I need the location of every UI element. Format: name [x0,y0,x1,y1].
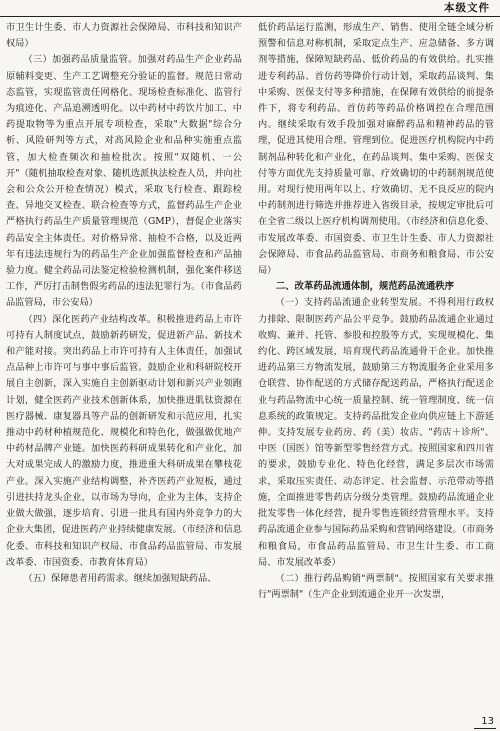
body-quality-supervision: 加强对药品生产企业药品原辅料变更、生产工艺调整充分验证的监督。规范日常动态监管，实现监管责任网格化、现场检查标准化、监管行为痕迹化、产品追溯透明化。以中药材中药饮片加工、中药提取物等为重点开展专项检查，采取"大数据"综合分析、风险研判等方式，对高风险企业和品种实施重点监管，加大检查频次和抽检批次。按照"双随机、一公开"（随机抽取检查对象、随机选派执法检查人员，并向社会和公众公开检查情况）模式，采取飞行检查、跟踪检查、异地交叉检查、联合检查等方式，监督药品生产企业严格执行药品生产质量管理规范（GMP），督促企业落实药品安全主体责任。对价格异常、抽检不合格，以及近两年有违法违规行为的药品生产企业加强监督检查和产品抽验力度。健全药品司法鉴定检验检测机制，强化案件移送工作，严厉打击制售假劣药品的违法犯罪行为。（市食品药品监管局，市公安局） [6,54,242,309]
page-number-underline [474,728,496,729]
page-header-title: 本级文件 [444,2,490,14]
body-patient-needs: 继续加强短缺药品、 [133,572,217,584]
body-industry-reform: 积极推进药品上市许可持有人制度试点，鼓励新药研发，促进新产品、新技术和产能对接。突出药品上市许可持有人主体责任，加强试点品种上市许可与事中事后监管。鼓励企业和科研院校开展自主创新，深入实施自主创新驱动计划和新兴产业领跑计划，健全医药产业技术创新体系，加快推进肌钛资源在医疗器械、康复器具等产品的创新研发和示范应用，扎实推动中药材种植规范化、规模化和特色化，做强做优地产中药材品牌产业链。加快医药科研成果转化和产业化，加大对成果完成人的激励力度，推进重大科研成果在攀枝花产业。深入实施产业结构调整，补齐医药产业短板，通过引进扶持龙头企业，以市场为导向，企业为主体，支持企业做大做强，逐步培育、引进一批具有国内外竞争力的大企业大集团，促进医药产业持续健康发展。（市经济和信息化委、市科技和知识产权局、市食品药品监管局、市发展改革委、市国资委、市教育体育局） [6,313,242,568]
subheading-distribution: （一）支持药品流通企业转型发展。 [275,297,428,309]
left-paragraph-quality-supervision [6,52,242,311]
left-paragraph-industry-reform [6,312,242,571]
left-paragraph-patient-needs [6,571,242,587]
right-paragraph-distribution [258,295,494,570]
right-paragraph-continuation: 低价药品运行监测，形成生产、销售、使用全链全域分析预警和信息对称机制，采取定点生产、应急储备、多方调剂等措施，保障短缺药品、低价药品的有效供给。扎实推进专利药品、首仿药等降价行动计划，采取药品谈判、集中采购、医保支付等多种措施，在保障有效供给的前提条件下，将专利药品、首仿药等药品价格调控在合理范围内。继续采取有效手段加强对麻醉药品和精神药品的管理，促进其使用合理、管理到位。促进医疗机构院内中药制剂品种转化和产业化，在药品谈判、集中采购、医保支付等方面优先支持质量可靠、疗效确切的中药制剂规范使用。对现行使用两年以上、疗效确切、无不良反应的院内中药制剂进行筛选并推荐进入省级目录，按规定审批后可在全省二级以上医疗机构调剂使用。（市经济和信息化委、市发展改革委、市国资委、市卫生计生委、市人力资源社会保障局、市食品药品监管局、市商务和粮食局、市公安局） [258,22,494,277]
section-heading: 二、改革药品流通体制，规范药品流通秩序 [275,281,454,293]
body-distribution: 不得利用行政权力排除、限制医药产品公平竞争。鼓励药品流通企业通过收购、兼并、托管、参股和控股等方式，实现规模化、集约化、跨区域发展，培育现代药品流通骨干企业。加快推进药品第三方物流发展，鼓励第三方物流服务企业采用多仓联营、协作配送的方式储存配送药品，严格执行配送企业与药品物流中心统一质量控制、统一管理制度、统一信息系统的政策规定。支持药品批发企业向供应链上下游延伸。支持发展专业药房、药（美）妆店、"药店＋诊所"、中医（国医）馆等新型零售经营方式。按照国家和四川省的要求，鼓励专业化、特色化经营，满足多层次市场需求，采取压实责任、动态评定、社会监督、示范带动等措施，全面推进零售药店分级分类管理。鼓励药品流通企业批发零售一体化经营，提升零售连锁经营管理水平。支持药品流通企业参与国际药品采购和营销网络建设。（市商务和粮食局，市食品药品监管局、市卫生计生委、市工商局、市发展改革委） [258,297,494,568]
left-paragraph-continuation: 市卫生计生委、市人力资源社会保障局、市科技和知识产权局） [6,22,242,50]
right-column [258,20,494,710]
subheading-quality-supervision: （三）加强药品质量监管。 [23,54,138,66]
left-column [6,20,242,710]
subheading-patient-needs: （五）保障患者用药需求。 [23,572,134,584]
page-number: 13 [481,716,494,727]
subheading-two-invoice: （二）推行药品购销"两票制"。 [275,572,409,584]
body-two-invoice: 按照国家有关要求推行"两票制"（生产企业到流通企业开一次发票， [258,572,494,601]
header-divider [0,16,500,17]
subheading-industry-reform: （四）深化医药产业结构改革。 [23,313,157,325]
right-paragraph-two-invoice [258,571,494,603]
